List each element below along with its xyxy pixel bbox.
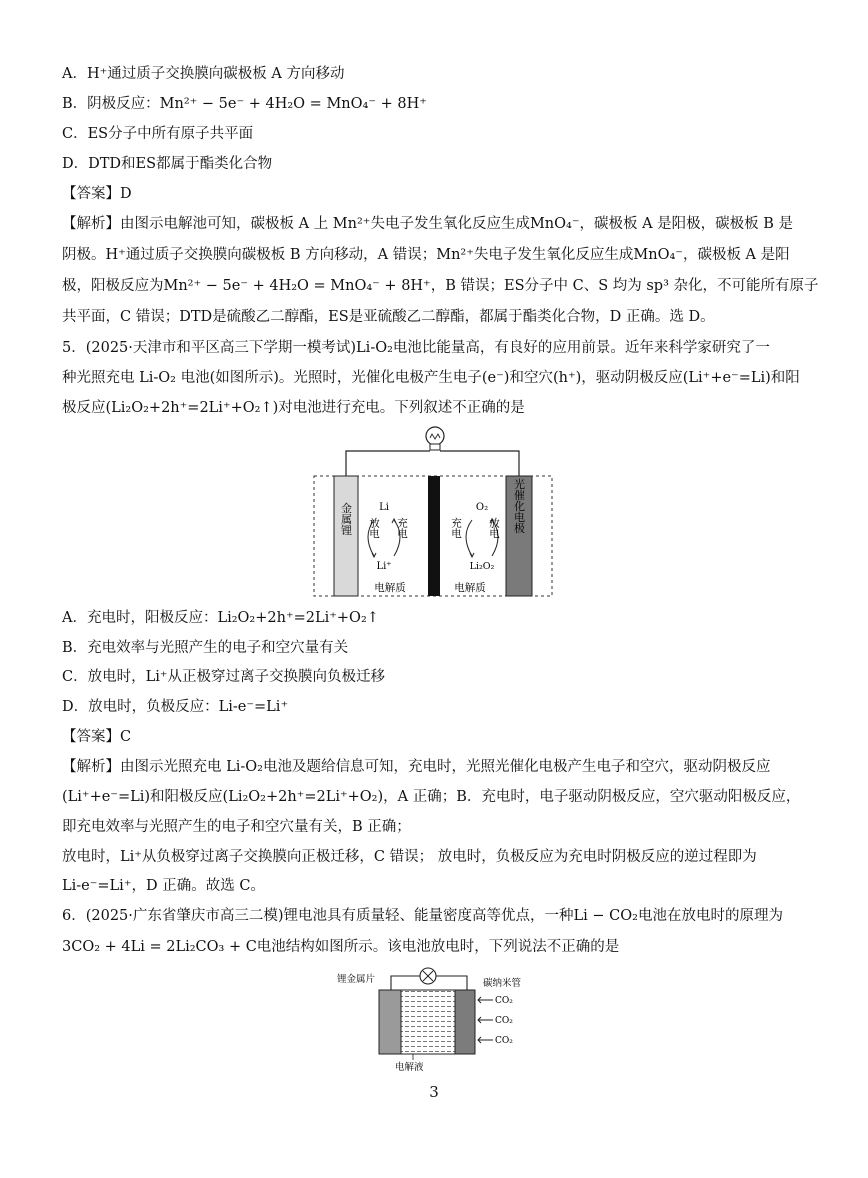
q5-explanation-3: 即充电效率与光照产生的电子和空穴量有关，B 正确；	[62, 819, 411, 835]
q4-explanation-1: 【解析】由图示电解池可知，碳极板 A 上 Mn²⁺失电子发生氧化反应生成MnO₄⁻，碳极板 A 是阳极，碳极板 B 是	[62, 216, 794, 232]
q6-stem-1: 6．(2025·广东省肇庆市高三二模)锂电池具有质量轻、能量密度高等优点，一种Li − CO₂电池在放电时的原理为	[62, 908, 783, 924]
li-o2-battery-figure	[308, 424, 558, 604]
q5-explanation-2: (Li⁺+e⁻=Li)和阳极反应(Li₂O₂+2h⁺=2Li⁺+O₂)，A 正确；B．充电时，电子驱动阴极反应，空穴驱动阳极反应，	[62, 789, 801, 805]
q5-stem-2: 种光照充电 Li-O₂ 电池(如图所示)。光照时，光催化电极产生电子(e⁻)和空穴(h⁺)，驱动阴极反应(Li⁺+e⁻=Li)和阳	[62, 370, 800, 386]
electrolyte-label: 电解液	[395, 1062, 424, 1073]
left-charge-label: 充电	[396, 517, 408, 539]
ion-exchange-membrane	[428, 476, 440, 596]
lightbulb-icon	[426, 427, 444, 450]
cnt-label: 碳纳米管	[483, 978, 522, 989]
right-discharge-label: 放电	[488, 517, 500, 539]
co2-arrow-3	[478, 1036, 513, 1046]
right-electrolyte-label: 电解质	[454, 582, 486, 594]
q4-option-a: A．H⁺通过质子交换膜向碳极板 A 方向移动	[62, 66, 345, 82]
q4-answer: 【答案】D	[62, 186, 132, 202]
q5-answer: 【答案】C	[62, 729, 132, 745]
page-number: 3	[429, 1083, 439, 1101]
li-co2-battery-figure	[333, 964, 533, 1076]
q4-explanation-3: 极，阳极反应为Mn²⁺ − 5e⁻ + 4H₂O = MnO₄⁻ + 8H⁺，B 错误；ES分子中 C、S 均为 sp³ 杂化，不可能所有原子	[62, 278, 819, 294]
svg-text:CO₂: CO₂	[495, 1016, 513, 1026]
svg-text:CO₂: CO₂	[495, 1036, 513, 1046]
q5-stem-1: 5．(2025·天津市和平区高三下学期一模考试)Li-O₂电池比能量高，有良好的应用前景。近年来科学家研究了一	[62, 340, 770, 356]
lamp-icon	[420, 968, 436, 984]
q5-option-a: A．充电时，阳极反应：Li₂O₂+2h⁺=2Li⁺+O₂↑	[62, 610, 379, 626]
electrolyte-region	[401, 990, 455, 1054]
q5-option-b: B．充电效率与光照产生的电子和空穴量有关	[62, 640, 349, 656]
svg-text:CO₂: CO₂	[495, 996, 513, 1006]
right-charge-label: 充电	[450, 517, 462, 539]
q5-stem-3: 极反应(Li₂O₂+2h⁺=2Li⁺+O₂↑)对电池进行充电。下列叙述不正确的是	[62, 400, 525, 416]
o2-label: O₂	[475, 502, 489, 513]
q5-option-d: D．放电时，负极反应：Li-e⁻=Li⁺	[62, 699, 289, 715]
lithium-sheet	[379, 990, 401, 1054]
q5-option-c: C．放电时，Li⁺从正极穿过离子交换膜向负极迁移	[62, 669, 386, 685]
lithium-electrode	[334, 476, 358, 596]
left-discharge-label: 放电	[368, 517, 380, 539]
carbon-nanotube-electrode	[455, 990, 475, 1054]
left-electrolyte-label: 电解质	[374, 582, 406, 594]
li-ion-label: Li⁺	[376, 561, 392, 572]
li-sheet-label: 锂金属片	[337, 974, 376, 985]
q4-option-c: C．ES分子中所有原子共平面	[62, 126, 254, 142]
q4-explanation-2: 阴极。H⁺通过质子交换膜向碳极板 B 方向移动，A 错误；Mn²⁺失电子发生氧化反应生成MnO₄⁻，碳极板 A 是阳	[62, 247, 790, 263]
li2o2-label: Li₂O₂	[469, 561, 495, 572]
q5-explanation-4: 放电时，Li⁺从负极穿过离子交换膜向正极迁移，C 错误； 放电时，负极反应为充电时阴极反应的逆过程即为	[62, 849, 757, 865]
q6-stem-2: 3CO₂ + 4Li = 2Li₂CO₃ + C电池结构如图所示。该电池放电时，下列说法不正确的是	[62, 939, 620, 955]
co2-arrow-2	[478, 1016, 513, 1026]
q5-explanation-5: Li-e⁻=Li⁺，D 正确。故选 C。	[62, 878, 265, 894]
co2-arrow-1	[478, 996, 513, 1006]
q4-option-d: D．DTD和ES都属于酯类化合物	[62, 156, 273, 172]
right-electrode-label: 光催化电极	[512, 478, 526, 534]
q4-option-b: B．阴极反应：Mn²⁺ − 5e⁻ + 4H₂O = MnO₄⁻ + 8H⁺	[62, 96, 427, 112]
q5-explanation-1: 【解析】由图示光照充电 Li-O₂电池及题给信息可知，充电时，光照光催化电极产生电子和空穴，驱动阴极反应	[62, 759, 771, 775]
q4-explanation-4: 共平面，C 错误；DTD是硫酸乙二醇酯，ES是亚硫酸乙二醇酯，都属于酯类化合物，D 正确。选 D。	[62, 309, 715, 325]
left-electrode-label: 金属锂	[339, 502, 353, 536]
li-label: Li	[379, 502, 389, 513]
